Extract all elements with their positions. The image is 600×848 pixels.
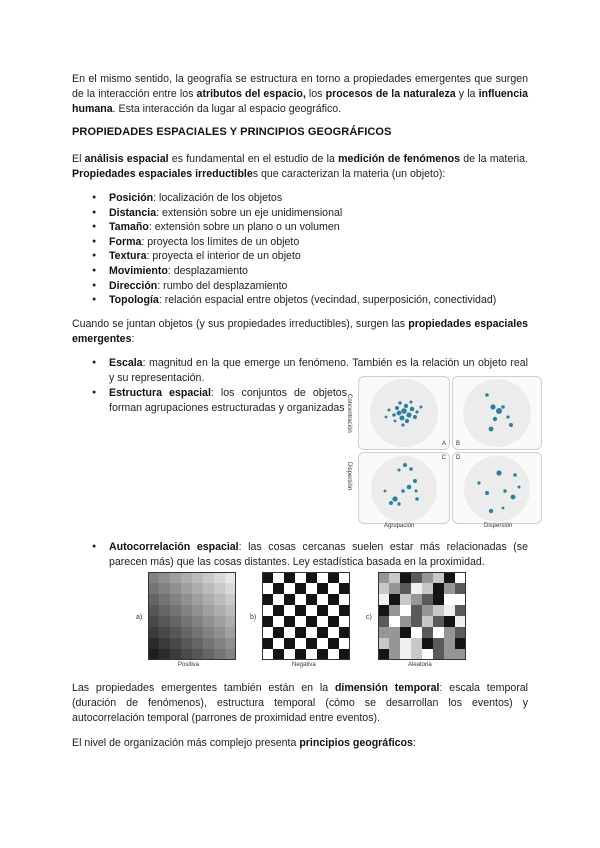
- negative-cell: [339, 594, 350, 605]
- positive-cell: [159, 594, 170, 605]
- positive-cell: [170, 572, 181, 583]
- negative-cell: [328, 627, 339, 638]
- positive-cell: [170, 627, 181, 638]
- negative-cell: [284, 605, 295, 616]
- negative-cell: [262, 583, 273, 594]
- positive-cell: [159, 649, 170, 660]
- negative-cell: [339, 616, 350, 627]
- negative-cell: [339, 649, 350, 660]
- grid-b-caption: Negativa: [292, 662, 316, 668]
- positive-cell: [192, 583, 203, 594]
- spatial-structure-figure: [346, 374, 542, 530]
- panel-d-label: D: [456, 455, 461, 461]
- random-cell: [422, 572, 433, 583]
- positive-cell: [159, 572, 170, 583]
- negative-cell: [339, 572, 350, 583]
- grid-c-caption: Aleatoria: [408, 662, 432, 668]
- negative-cell: [339, 638, 350, 649]
- negative-cell: [262, 638, 273, 649]
- positive-cell: [192, 594, 203, 605]
- negative-cell: [284, 594, 295, 605]
- random-cell: [455, 616, 466, 627]
- positive-cell: [148, 649, 159, 660]
- random-cell: [411, 605, 422, 616]
- negative-cell: [328, 605, 339, 616]
- negative-cell: [306, 616, 317, 627]
- random-cell: [378, 638, 389, 649]
- random-cell: [378, 627, 389, 638]
- panel-d-dots: [453, 453, 541, 523]
- negative-cell: [295, 627, 306, 638]
- positive-cell: [181, 627, 192, 638]
- panel-c-label: C: [441, 455, 446, 461]
- positive-cell: [214, 572, 225, 583]
- random-cell: [422, 594, 433, 605]
- positive-cell: [148, 638, 159, 649]
- negative-cell: [306, 638, 317, 649]
- panel-c: [358, 452, 450, 524]
- negative-cell: [295, 638, 306, 649]
- structure-list: [92, 386, 347, 415]
- negative-cell: [317, 583, 328, 594]
- irreducible-properties-list: [92, 191, 532, 308]
- positive-cell: [225, 583, 236, 594]
- panel-b: [452, 376, 542, 450]
- positive-cell: [192, 616, 203, 627]
- list-item: ● Autocorrelación espacial: las cosas cercanas suelen estar más relacionadas (se parecen más) que las cosas distantes. Ley estadística basada en la proximidad.: [92, 540, 528, 569]
- negative-cell: [317, 627, 328, 638]
- figure-label-dispersion: Dispersión: [346, 462, 352, 491]
- negative-cell: [317, 572, 328, 583]
- figure-label-grouping: Agrupación: [384, 523, 415, 529]
- random-cell: [411, 583, 422, 594]
- negative-cell: [328, 616, 339, 627]
- random-cell: [400, 583, 411, 594]
- positive-cell: [170, 594, 181, 605]
- negative-cell: [317, 616, 328, 627]
- negative-cell: [284, 583, 295, 594]
- random-cell: [433, 572, 444, 583]
- positive-cell: [170, 616, 181, 627]
- random-cell: [455, 627, 466, 638]
- positive-cell: [159, 616, 170, 627]
- positive-cell: [192, 605, 203, 616]
- random-cell: [400, 649, 411, 660]
- list-item: ● Topología: relación espacial entre objetos (vecindad, superposición, conectividad): [92, 293, 532, 308]
- random-cell: [444, 638, 455, 649]
- negative-cell: [273, 649, 284, 660]
- random-cell: [444, 583, 455, 594]
- positive-cell: [214, 583, 225, 594]
- emergent-paragraph: Cuando se juntan objetos (y sus propiedades irreductibles), surgen las propiedades espaciales emergentes:: [72, 318, 528, 345]
- positive-cell: [203, 594, 214, 605]
- negative-cell: [262, 616, 273, 627]
- positive-cell: [181, 583, 192, 594]
- negative-cell: [273, 627, 284, 638]
- positive-cell: [214, 638, 225, 649]
- random-cell: [378, 572, 389, 583]
- random-cell: [378, 605, 389, 616]
- random-cell: [400, 572, 411, 583]
- negative-cell: [284, 616, 295, 627]
- positive-cell: [225, 572, 236, 583]
- negative-cell: [306, 583, 317, 594]
- positive-cell: [214, 649, 225, 660]
- list-item: ● Textura: proyecta el interior de un objeto: [92, 249, 532, 264]
- negative-cell: [284, 572, 295, 583]
- section-heading: PROPIEDADES ESPACIALES Y PRINCIPIOS GEOGRÁFICOS: [72, 126, 392, 138]
- random-cell: [455, 638, 466, 649]
- negative-cell: [328, 583, 339, 594]
- positive-cell: [214, 627, 225, 638]
- positive-cell: [181, 649, 192, 660]
- positive-cell: [225, 616, 236, 627]
- random-cell: [455, 649, 466, 660]
- negative-cell: [295, 583, 306, 594]
- list-item: ● Dirección: rumbo del desplazamiento: [92, 279, 532, 294]
- negative-cell: [262, 649, 273, 660]
- figure-label-concentration: Concentración: [346, 394, 352, 433]
- random-cell: [444, 572, 455, 583]
- random-cell: [433, 583, 444, 594]
- negative-cell: [262, 594, 273, 605]
- grid-a-label: a): [136, 614, 143, 621]
- negative-cell: [328, 572, 339, 583]
- random-cell: [422, 583, 433, 594]
- negative-cell: [262, 605, 273, 616]
- positive-cell: [203, 583, 214, 594]
- random-cell: [378, 649, 389, 660]
- figure-label-dispersion-bottom: Dispersión: [484, 523, 513, 529]
- grid-a-caption: Positiva: [178, 662, 200, 668]
- final-paragraph: El nivel de organización más complejo presenta principios geográficos:: [72, 737, 416, 749]
- positive-cell: [214, 605, 225, 616]
- random-cell: [411, 638, 422, 649]
- negative-cell: [284, 649, 295, 660]
- random-cell: [433, 627, 444, 638]
- random-cell: [411, 594, 422, 605]
- positive-cell: [192, 649, 203, 660]
- positive-cell: [170, 605, 181, 616]
- random-cell: [411, 572, 422, 583]
- negative-cell: [284, 627, 295, 638]
- list-item: ● Tamaño: extensión sobre un plano o un volumen: [92, 220, 532, 235]
- grid-negative: [262, 572, 350, 660]
- negative-cell: [317, 638, 328, 649]
- negative-cell: [339, 583, 350, 594]
- random-cell: [422, 638, 433, 649]
- positive-cell: [170, 583, 181, 594]
- negative-cell: [306, 649, 317, 660]
- positive-cell: [148, 572, 159, 583]
- temporal-paragraph: Las propiedades emergentes también están en la dimensión temporal: escala temporal (duración de fenómenos), estructura temporal (cómo se desarrollan los eventos) y autocorrelación temporal (parrones de proximidad entre eventos).: [72, 682, 529, 724]
- random-cell: [422, 605, 433, 616]
- negative-cell: [273, 572, 284, 583]
- random-cell: [455, 583, 466, 594]
- random-cell: [378, 583, 389, 594]
- positive-cell: [148, 583, 159, 594]
- positive-cell: [170, 649, 181, 660]
- panel-a-label: A: [441, 441, 446, 447]
- random-cell: [411, 627, 422, 638]
- grid-c-label: c): [366, 614, 372, 621]
- positive-cell: [148, 627, 159, 638]
- random-cell: [389, 638, 400, 649]
- positive-cell: [203, 649, 214, 660]
- random-cell: [378, 594, 389, 605]
- list-item: ● Movimiento: desplazamiento: [92, 264, 532, 279]
- panel-b-label: B: [456, 441, 461, 447]
- analysis-paragraph: El análisis espacial es fundamental en el estudio de la medición de fenómenos de la materia. Propiedades espaciales irreductibles que caracterizan la materia (un objeto):: [72, 153, 528, 180]
- random-cell: [422, 627, 433, 638]
- positive-cell: [181, 572, 192, 583]
- negative-cell: [295, 616, 306, 627]
- random-cell: [444, 649, 455, 660]
- random-cell: [389, 594, 400, 605]
- negative-cell: [306, 594, 317, 605]
- positive-cell: [181, 616, 192, 627]
- list-item: ● Forma: proyecta los límites de un objeto: [92, 235, 532, 250]
- negative-cell: [262, 572, 273, 583]
- negative-cell: [295, 594, 306, 605]
- positive-cell: [148, 605, 159, 616]
- grid-positive: [148, 572, 236, 660]
- random-cell: [455, 572, 466, 583]
- negative-cell: [306, 572, 317, 583]
- random-cell: [411, 616, 422, 627]
- random-cell: [389, 627, 400, 638]
- positive-cell: [203, 616, 214, 627]
- negative-cell: [306, 627, 317, 638]
- random-cell: [389, 616, 400, 627]
- random-cell: [411, 649, 422, 660]
- random-cell: [389, 583, 400, 594]
- random-cell: [444, 594, 455, 605]
- random-cell: [422, 616, 433, 627]
- positive-cell: [159, 627, 170, 638]
- random-cell: [433, 616, 444, 627]
- negative-cell: [273, 605, 284, 616]
- random-cell: [455, 605, 466, 616]
- positive-cell: [214, 594, 225, 605]
- negative-cell: [295, 572, 306, 583]
- negative-cell: [295, 605, 306, 616]
- positive-cell: [203, 627, 214, 638]
- negative-cell: [317, 594, 328, 605]
- positive-cell: [159, 583, 170, 594]
- random-cell: [444, 616, 455, 627]
- random-cell: [422, 649, 433, 660]
- negative-cell: [328, 638, 339, 649]
- positive-cell: [148, 594, 159, 605]
- random-cell: [400, 616, 411, 627]
- random-cell: [389, 605, 400, 616]
- positive-cell: [181, 594, 192, 605]
- positive-cell: [214, 616, 225, 627]
- list-item: ● Estructura espacial: los conjuntos de objetos forman agrupaciones estructuradas y organizadas: [92, 386, 347, 415]
- positive-cell: [181, 605, 192, 616]
- autocorrelation-list: [92, 540, 528, 569]
- positive-cell: [225, 638, 236, 649]
- negative-cell: [339, 627, 350, 638]
- positive-cell: [192, 638, 203, 649]
- random-cell: [400, 638, 411, 649]
- random-cell: [389, 572, 400, 583]
- positive-cell: [159, 638, 170, 649]
- random-cell: [400, 627, 411, 638]
- positive-cell: [203, 572, 214, 583]
- positive-cell: [181, 638, 192, 649]
- random-cell: [400, 605, 411, 616]
- random-cell: [389, 649, 400, 660]
- positive-cell: [225, 605, 236, 616]
- random-cell: [444, 627, 455, 638]
- negative-cell: [317, 605, 328, 616]
- positive-cell: [192, 627, 203, 638]
- random-cell: [378, 616, 389, 627]
- positive-cell: [225, 594, 236, 605]
- negative-cell: [273, 638, 284, 649]
- list-item: ● Escala: magnitud en la que emerge un fenómeno. También es la relación un objeto real y su representación.: [92, 356, 528, 385]
- positive-cell: [148, 616, 159, 627]
- random-cell: [433, 649, 444, 660]
- list-item: ● Posición: localización de los objetos: [92, 191, 532, 206]
- autocorrelation-figure: [132, 570, 477, 670]
- negative-cell: [328, 594, 339, 605]
- panel-b-dots: [453, 377, 541, 449]
- panel-a-dots: [359, 377, 449, 449]
- positive-cell: [170, 638, 181, 649]
- panel-a: [358, 376, 450, 450]
- negative-cell: [284, 638, 295, 649]
- negative-cell: [317, 649, 328, 660]
- grid-random: [378, 572, 466, 660]
- negative-cell: [328, 649, 339, 660]
- negative-cell: [273, 616, 284, 627]
- negative-cell: [273, 594, 284, 605]
- grid-b-label: b): [250, 614, 257, 621]
- positive-cell: [159, 605, 170, 616]
- random-cell: [455, 594, 466, 605]
- panel-c-dots: [359, 453, 449, 523]
- positive-cell: [225, 627, 236, 638]
- random-cell: [400, 594, 411, 605]
- panel-d: [452, 452, 542, 524]
- positive-cell: [203, 638, 214, 649]
- intro-paragraph: En el mismo sentido, la geografía se estructura en torno a propiedades emergentes que surgen de la interacción entre los atributos del espacio, los procesos de la naturaleza y la influencia humana. Esta interacción da lugar al espacio geográfico.: [72, 73, 529, 115]
- positive-cell: [225, 649, 236, 660]
- positive-cell: [203, 605, 214, 616]
- negative-cell: [339, 605, 350, 616]
- negative-cell: [295, 649, 306, 660]
- random-cell: [433, 638, 444, 649]
- positive-cell: [192, 572, 203, 583]
- negative-cell: [306, 605, 317, 616]
- random-cell: [444, 605, 455, 616]
- list-item: ● Distancia: extensión sobre un eje unidimensional: [92, 206, 532, 221]
- negative-cell: [262, 627, 273, 638]
- random-cell: [433, 605, 444, 616]
- negative-cell: [273, 583, 284, 594]
- random-cell: [433, 594, 444, 605]
